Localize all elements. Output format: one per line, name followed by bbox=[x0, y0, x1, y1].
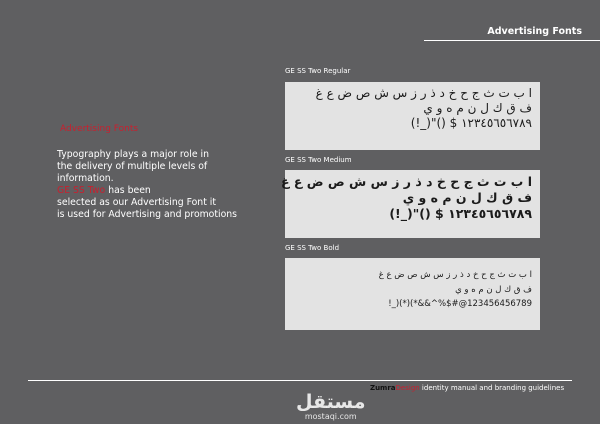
intro-line: Typography plays a major role in bbox=[57, 149, 209, 160]
bottom-divider bbox=[28, 380, 572, 381]
intro-line: information. bbox=[57, 173, 114, 184]
sample-line: ف ق ك ل ن م ه و ي bbox=[455, 284, 532, 295]
footer bbox=[370, 384, 564, 392]
watermark-latin: mostaqi.com bbox=[304, 412, 357, 421]
sample-line: ا ب ت ث ج ح خ د ذ ر ز س ش ص ض ع غ bbox=[280, 174, 532, 189]
font-label-regular: GE SS Two Regular bbox=[285, 67, 351, 75]
page-title: Advertising Fonts bbox=[487, 26, 582, 37]
top-divider bbox=[424, 40, 600, 41]
font-sample-medium bbox=[280, 170, 540, 238]
intro-block bbox=[57, 124, 247, 221]
sample-line: ١٢٣٤٥٦٥٦٧٨٩ $ ()"(_!) bbox=[389, 206, 532, 221]
intro-line-rest: has been bbox=[105, 185, 151, 196]
footer-description: identity manual and branding guidelines bbox=[419, 384, 565, 392]
font-sample-bold bbox=[285, 258, 540, 330]
font-sample-regular bbox=[285, 82, 540, 150]
intro-heading: Advertising Fonts bbox=[60, 124, 139, 134]
sample-line: ١٢٣٤٥٦٥٦٧٨٩ $ ()"(_!) bbox=[410, 116, 532, 130]
intro-line: selected as our Advertising Font it bbox=[57, 197, 217, 208]
intro-line: the delivery of multiple levels of bbox=[57, 161, 208, 172]
watermark-logo bbox=[296, 392, 366, 421]
sample-line: ا ب ت ث ج ح خ د ذ ر ز س ش ص ض ع غ bbox=[315, 86, 532, 100]
sample-line: ف ق ك ل ن م ه و ي bbox=[402, 190, 532, 205]
sample-line: ا ب ت ث ج ح خ د ذ ر ز س ش ص ض ع غ bbox=[378, 270, 532, 280]
intro-line: is used for Advertising and promotions bbox=[57, 209, 238, 220]
font-name-accent: GE SS Two bbox=[57, 185, 106, 196]
intro-text bbox=[57, 149, 247, 221]
font-label-medium: GE SS Two Medium bbox=[285, 156, 352, 164]
sample-line: !_)(*)(*&&^%$#@123456456789 bbox=[388, 299, 532, 309]
footer-brand-accent: Design bbox=[395, 384, 420, 392]
intro-line bbox=[57, 185, 247, 197]
footer-brand: Zumra bbox=[370, 384, 396, 392]
sample-line: ف ق ك ل ن م ه و ي bbox=[423, 101, 532, 115]
font-label-bold: GE SS Two Bold bbox=[285, 244, 340, 252]
watermark-arabic: مستقل bbox=[296, 391, 366, 413]
